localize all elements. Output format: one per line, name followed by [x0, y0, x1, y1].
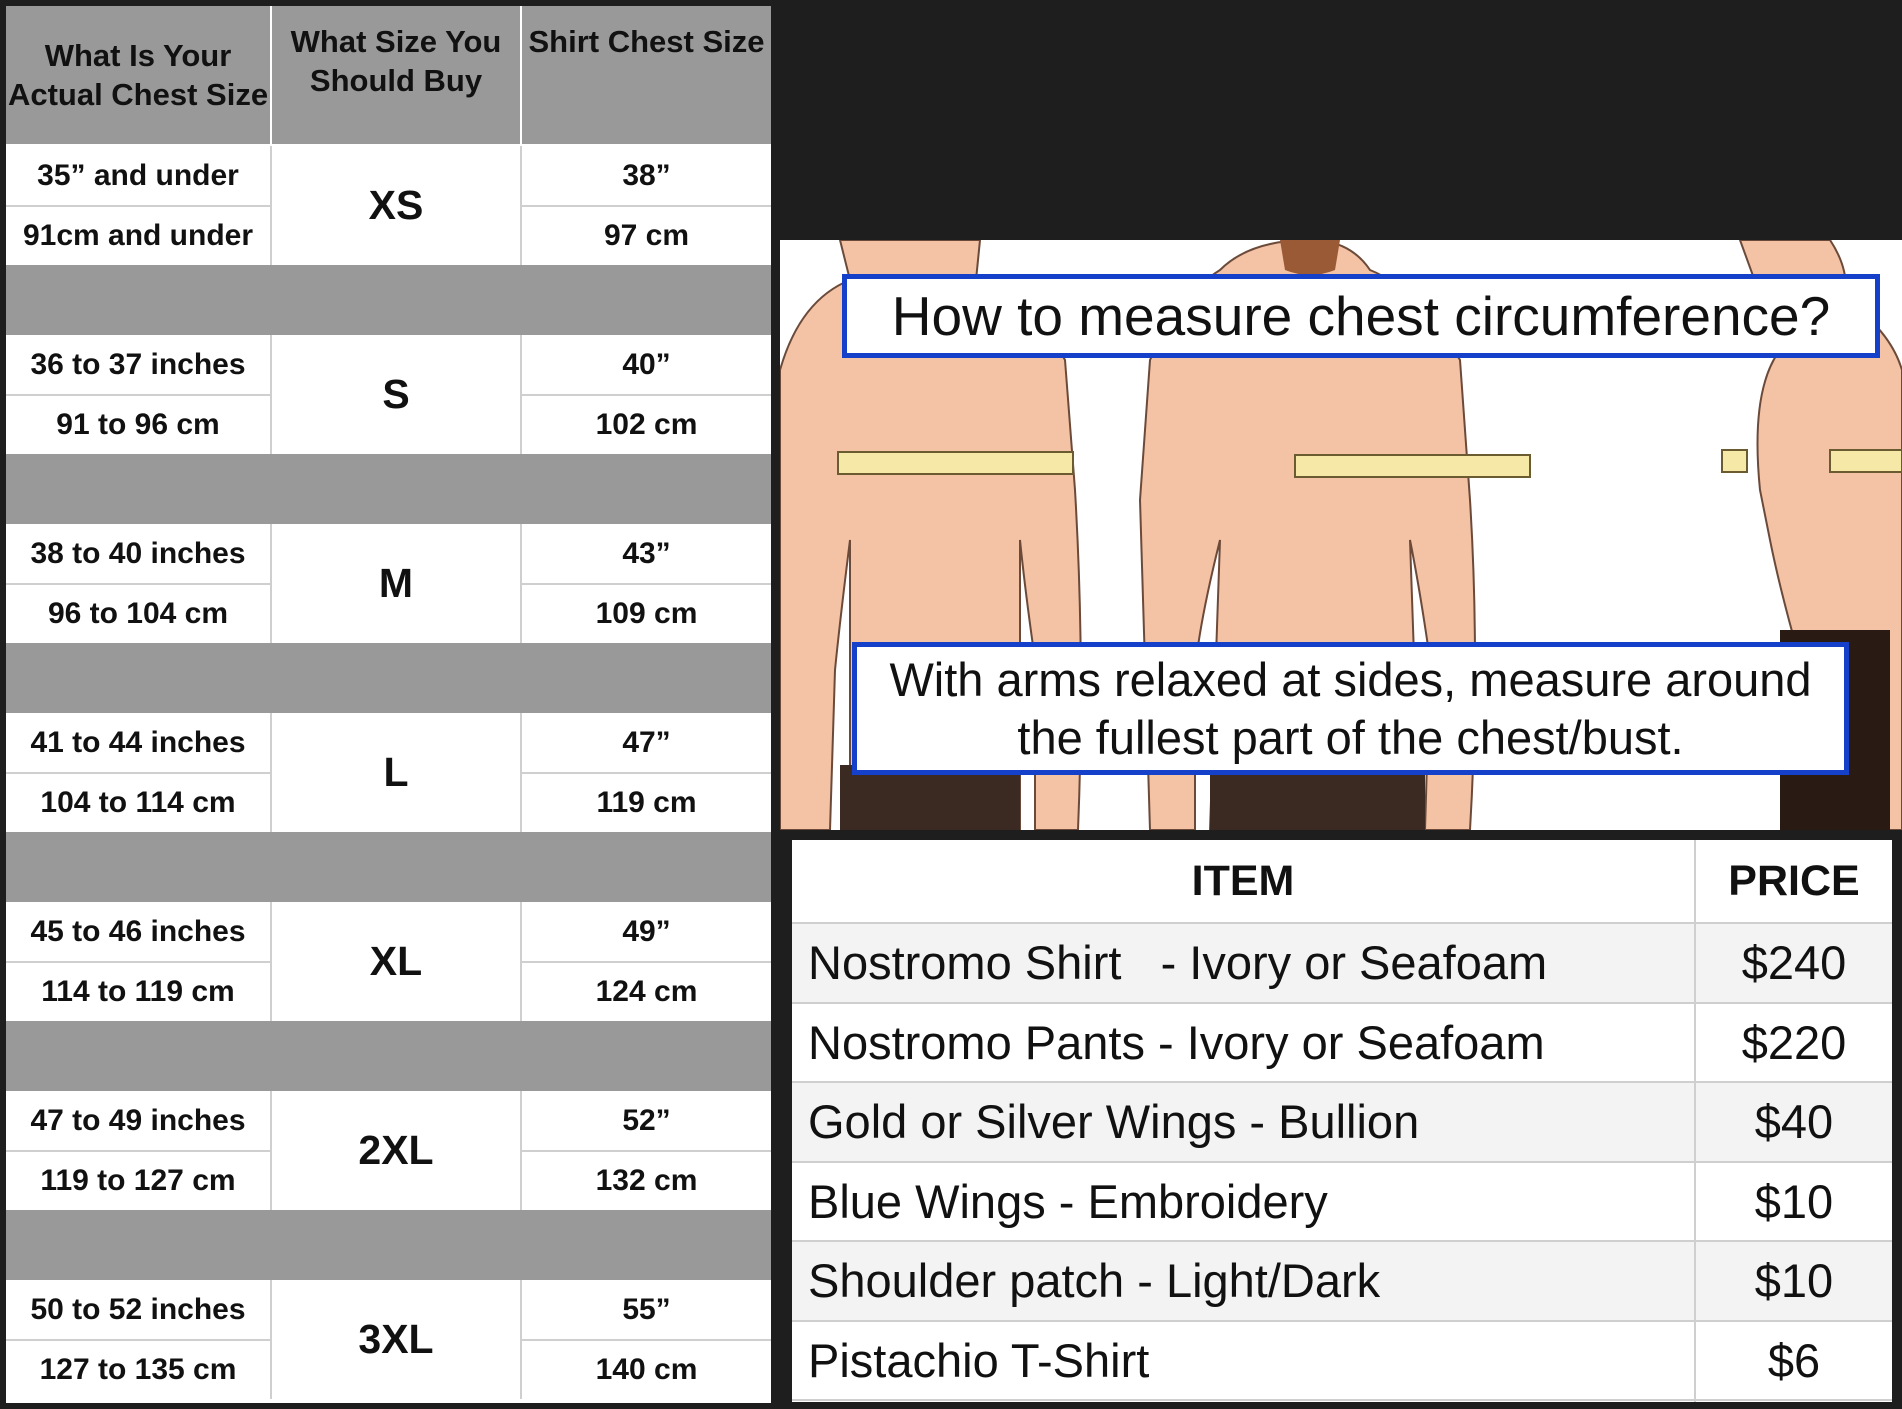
size-chart-table — [6, 6, 771, 1403]
cell-divider — [270, 524, 272, 643]
shirt-chest-inches: 38” — [622, 158, 671, 192]
size-row — [6, 146, 771, 265]
item-price: $240 — [1741, 936, 1847, 990]
item-price: $40 — [1754, 1095, 1834, 1149]
actual-chest-inches: 35” and under — [37, 158, 239, 192]
shirt-chest-cm: 124 cm — [595, 974, 698, 1008]
measure-illustration — [780, 240, 1902, 830]
cell-divider — [522, 1150, 771, 1152]
tape-left — [838, 452, 1073, 474]
shirt-chest-inches: 43” — [622, 536, 671, 570]
price-row — [792, 1242, 1892, 1322]
size-row — [6, 335, 771, 454]
spacer-row — [6, 832, 771, 902]
spacer-row — [6, 454, 771, 524]
size-row — [6, 524, 771, 643]
price-row — [792, 1004, 1892, 1084]
item-price: $6 — [1767, 1333, 1821, 1387]
spacer-cell — [6, 832, 270, 902]
shirt-chest-inches: 49” — [622, 914, 671, 948]
shirt-chest-cm: 97 cm — [603, 218, 690, 252]
cell-divider — [522, 772, 771, 774]
price-row — [792, 924, 1892, 1004]
actual-chest-cm: 104 to 114 cm — [40, 785, 236, 819]
spacer-cell — [272, 1021, 520, 1091]
shirt-chest-cm: 132 cm — [595, 1163, 698, 1197]
spacer-row — [6, 643, 771, 713]
spacer-row — [6, 1021, 771, 1091]
spacer-cell — [6, 643, 270, 713]
spacer-cell — [272, 454, 520, 524]
item-header: ITEM — [1191, 856, 1295, 905]
recommended-size: XL — [369, 938, 423, 984]
shirt-chest-cm: 140 cm — [595, 1352, 698, 1386]
column-divider — [1694, 840, 1696, 1402]
actual-chest-inches: 45 to 46 inches — [30, 914, 246, 948]
spacer-cell — [6, 454, 270, 524]
cell-divider — [6, 961, 270, 963]
shirt-chest-cm: 109 cm — [595, 596, 698, 630]
item-name: Pistachio T-Shirt — [808, 1333, 1150, 1387]
cell-divider — [522, 961, 771, 963]
size-row — [6, 1091, 771, 1210]
spacer-cell — [522, 1021, 771, 1091]
price-table — [792, 840, 1892, 1402]
recommended-size: L — [383, 749, 409, 795]
spacer-cell — [272, 832, 520, 902]
spacer-cell — [6, 265, 270, 335]
recommended-size: 3XL — [358, 1316, 434, 1362]
price-row — [792, 1083, 1892, 1163]
cell-divider — [270, 902, 272, 1021]
cell-divider — [522, 205, 771, 207]
header-size-to-buy: What Size You Should Buy — [272, 6, 520, 144]
price-row — [792, 1163, 1892, 1243]
size-chart-header — [6, 6, 771, 144]
header-actual-chest: What Is Your Actual Chest Size — [6, 6, 270, 144]
actual-chest-inches: 36 to 37 inches — [30, 347, 246, 381]
actual-chest-cm: 114 to 119 cm — [41, 974, 235, 1008]
spacer-cell — [522, 643, 771, 713]
actual-chest-inches: 38 to 40 inches — [30, 536, 246, 570]
item-price: $10 — [1754, 1174, 1834, 1228]
spacer-row — [6, 1210, 771, 1280]
cell-divider — [270, 1280, 272, 1399]
spacer-cell — [522, 832, 771, 902]
size-row — [6, 1280, 771, 1399]
header-shirt-chest: Shirt Chest Size — [522, 6, 771, 144]
instruction-caption: With arms relaxed at sides, measure around the fullest part of the chest/bust. — [852, 642, 1849, 775]
actual-chest-inches: 47 to 49 inches — [30, 1103, 246, 1137]
actual-chest-cm: 91cm and under — [22, 218, 254, 252]
cell-divider — [522, 583, 771, 585]
item-name: Shoulder patch - Light/Dark — [808, 1254, 1381, 1308]
actual-chest-cm: 91 to 96 cm — [56, 407, 220, 441]
actual-chest-inches: 50 to 52 inches — [30, 1292, 246, 1326]
shirt-chest-cm: 119 cm — [596, 785, 697, 819]
cell-divider — [6, 1339, 270, 1341]
spacer-cell — [522, 265, 771, 335]
item-price: $220 — [1741, 1015, 1847, 1069]
recommended-size: XS — [368, 182, 424, 228]
cell-divider — [522, 1339, 771, 1341]
spacer-cell — [272, 1210, 520, 1280]
cell-divider — [6, 394, 270, 396]
item-name: Blue Wings - Embroidery — [808, 1174, 1328, 1228]
shirt-chest-inches: 52” — [622, 1103, 671, 1137]
cell-divider — [270, 335, 272, 454]
cell-divider — [270, 1091, 272, 1210]
recommended-size: 2XL — [358, 1127, 434, 1173]
actual-chest-cm: 119 to 127 cm — [40, 1163, 236, 1197]
size-row — [6, 713, 771, 832]
price-header: PRICE — [1728, 856, 1860, 905]
cell-divider — [6, 583, 270, 585]
shirt-chest-inches: 40” — [622, 347, 671, 381]
actual-chest-cm: 96 to 104 cm — [47, 596, 229, 630]
recommended-size: M — [378, 560, 414, 606]
size-row — [6, 902, 771, 1021]
spacer-cell — [272, 643, 520, 713]
spacer-row — [6, 265, 771, 335]
cell-divider — [6, 205, 270, 207]
price-table-header — [792, 840, 1892, 924]
spacer-cell — [6, 1210, 270, 1280]
cell-divider — [270, 713, 272, 832]
question-caption: How to measure chest circumference? — [842, 274, 1880, 358]
item-price: $10 — [1754, 1254, 1834, 1308]
cell-divider — [6, 1150, 270, 1152]
tape-right — [1830, 450, 1902, 472]
recommended-size: S — [382, 371, 410, 417]
shirt-chest-inches: 47” — [622, 725, 671, 759]
shirt-chest-cm: 102 cm — [595, 407, 698, 441]
spacer-cell — [522, 454, 771, 524]
spacer-cell — [522, 1210, 771, 1280]
item-name: Gold or Silver Wings - Bullion — [808, 1095, 1420, 1149]
shirt-chest-inches: 55” — [622, 1292, 671, 1326]
actual-chest-cm: 127 to 135 cm — [39, 1352, 237, 1386]
cell-divider — [270, 146, 272, 265]
tape-middle — [1295, 455, 1530, 477]
spacer-cell — [272, 265, 520, 335]
price-row — [792, 1322, 1892, 1402]
cell-divider — [6, 772, 270, 774]
cell-divider — [522, 394, 771, 396]
spacer-cell — [6, 1021, 270, 1091]
item-name: Nostromo Shirt - Ivory or Seafoam — [808, 936, 1548, 990]
item-name: Nostromo Pants - Ivory or Seafoam — [808, 1015, 1545, 1069]
actual-chest-inches: 41 to 44 inches — [30, 725, 246, 759]
